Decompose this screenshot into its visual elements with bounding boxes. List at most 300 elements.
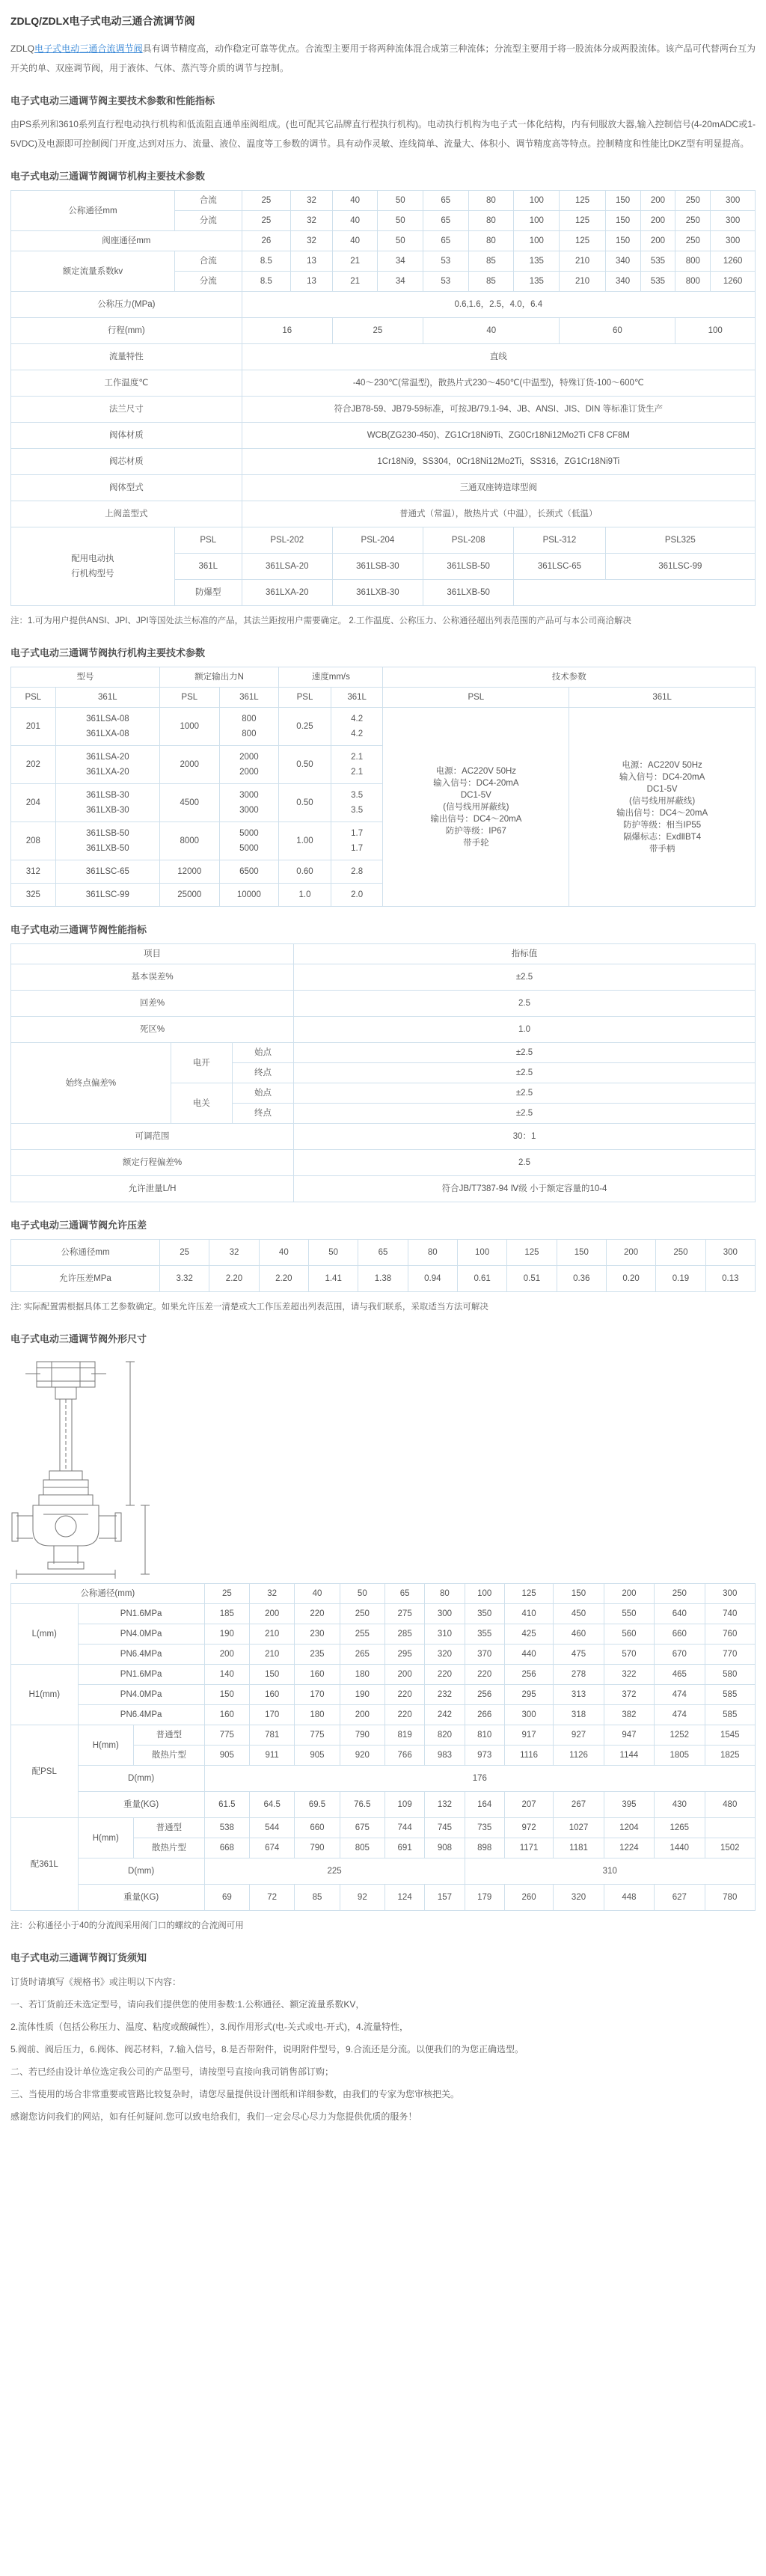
label-psl: PSL: [174, 527, 242, 554]
value-allowed-pressure-diff: 3.32: [160, 1266, 209, 1292]
label-pn16: PN1.6MPa: [78, 1665, 204, 1685]
label-fin-type: 散热片型: [134, 1746, 205, 1766]
value-H1-pn40: 170: [295, 1685, 340, 1705]
value-nominal-diameter-merge: 80: [468, 191, 514, 211]
value-H1-pn16: 256: [504, 1665, 554, 1685]
value-nominal-diameter-split: 100: [514, 211, 560, 231]
value-output-361l: 6500: [219, 860, 279, 884]
value-nominal-diameter: 250: [656, 1240, 705, 1266]
value-L-pn64: 235: [295, 1645, 340, 1665]
table-row: [11, 318, 756, 344]
value-H1-pn40: 295: [504, 1685, 554, 1705]
header-value: 指标值: [294, 944, 756, 964]
value-psl-code: 208: [11, 822, 56, 860]
value-explosion-model: 361LXB-50: [423, 580, 514, 606]
value-speed-361l: 2.1 2.1: [331, 746, 383, 784]
value-L-pn64: 770: [705, 1645, 756, 1665]
value-nominal-diameter: 40: [259, 1240, 308, 1266]
value-361l-weight: 157: [425, 1885, 465, 1911]
value-L-pn16: 220: [295, 1604, 340, 1624]
value-seat-diameter: 150: [605, 231, 640, 251]
table-row: [11, 1792, 756, 1818]
value-psl-weight: 64.5: [250, 1792, 295, 1818]
value-allowed-pressure-diff: 0.13: [705, 1266, 755, 1292]
header-tech-params: 技术参数: [383, 667, 756, 688]
value-361l-weight: 124: [384, 1885, 424, 1911]
header-361l: 361L: [55, 688, 159, 708]
value-H1-pn64: 585: [705, 1705, 756, 1725]
table-row: [11, 231, 756, 251]
intro-paragraph: [10, 39, 756, 78]
table-note-2: 注: 实际配置需根据具体工艺参数确定。如果允许压差一清楚或大工作压差超出列表范围，请与我们联系，采取适当方法可解决: [10, 1303, 488, 1312]
value-psl-model: PSL-204: [332, 527, 423, 554]
value-allowed-pressure-diff: 0.61: [457, 1266, 506, 1292]
value-allowed-pressure-diff: 1.41: [308, 1266, 358, 1292]
label-weight: 重量(KG): [78, 1885, 204, 1911]
value-psl-H-fin: 1126: [554, 1746, 604, 1766]
valve-drawing-box: [10, 1356, 205, 1580]
label-end-point: 终点: [232, 1063, 293, 1083]
label-L: L(mm): [11, 1604, 79, 1665]
value-361l-H-normal: 544: [250, 1818, 295, 1838]
label-D: D(mm): [78, 1766, 204, 1792]
value-allowed-pressure-diff: 0.20: [606, 1266, 655, 1292]
value-psl-weight: 164: [465, 1792, 504, 1818]
value-model-codes: 361LSC-99: [55, 884, 159, 907]
value-psl-H-fin: 1116: [504, 1746, 554, 1766]
value-H1-pn16: 160: [295, 1665, 340, 1685]
table-row: [11, 991, 756, 1017]
value-psl-weight: 480: [705, 1792, 756, 1818]
value-361l-weight: 320: [554, 1885, 604, 1911]
value-H1-pn64: 220: [384, 1705, 424, 1725]
label-merge: 合流: [174, 251, 242, 272]
header-361l: 361L: [331, 688, 383, 708]
value-nominal-diameter-split: 32: [291, 211, 333, 231]
valve-dimension-drawing: [10, 1356, 197, 1580]
value-H1-pn16: 580: [705, 1665, 756, 1685]
section-heading-actuator: 电子式电动三通调节阀执行机构主要技术参数: [10, 647, 206, 658]
value-L-pn64: 370: [465, 1645, 504, 1665]
label-performance-item: 死区%: [11, 1017, 294, 1043]
table-outline-dimensions: [10, 1583, 756, 1911]
label-group-psl: 配PSL: [11, 1725, 79, 1818]
value-361l-H-normal: 538: [204, 1818, 249, 1838]
value-361l-D-left: 225: [204, 1858, 465, 1885]
value-361l-weight: 448: [604, 1885, 654, 1911]
label-split: 分流: [174, 211, 242, 231]
value-kv-split: 21: [332, 272, 378, 292]
value-361l-weight: 92: [340, 1885, 384, 1911]
value-kv-merge: 21: [332, 251, 378, 272]
value-H1-pn64: 382: [604, 1705, 654, 1725]
section-heading-regulating-mechanism: 电子式电动三通调节阀调节机构主要技术参数: [10, 171, 206, 182]
value-361l-model: 361LSC-99: [605, 554, 755, 580]
value-361l-H-fin: 1502: [705, 1838, 756, 1858]
label-performance-item: 允许泄量L/H: [11, 1176, 294, 1202]
ordering-line: 一、若订货前还未选定型号，请向我们提供您的使用参数:1.公称通径、额定流量系数KV，: [10, 1999, 365, 2010]
table-row: [11, 1766, 756, 1792]
value-nominal-diameter-split: 65: [423, 211, 469, 231]
value-seat-diameter: 40: [332, 231, 378, 251]
value-361l-H-fin: 1171: [504, 1838, 554, 1858]
value-psl-H-normal: 775: [295, 1725, 340, 1746]
value-allowed-pressure-diff: 1.38: [358, 1266, 408, 1292]
value-361l-H-fin: 898: [465, 1838, 504, 1858]
value-kv-merge: 53: [423, 251, 469, 272]
value-L-pn40: 255: [340, 1624, 384, 1645]
value-nominal-diameter-merge: 25: [242, 191, 291, 211]
value-nominal-diameter: 32: [250, 1584, 295, 1604]
table-note-1: 注：1.可为用户提供ANSI、JPI、JPI等国处法兰标准的产品，其法兰距按用户需要确定。 2.工作温度、公称压力、公称通径超出列表范围的产品可与本公司商洽解决: [10, 617, 631, 625]
value-kv-merge: 535: [640, 251, 675, 272]
value-kv-split: 1260: [711, 272, 756, 292]
value-361l-H-normal: 735: [465, 1818, 504, 1838]
value-speed-361l: 2.8: [331, 860, 383, 884]
value-psl-H-normal: 917: [504, 1725, 554, 1746]
value-flow-characteristic: 直线: [242, 344, 755, 370]
value-psl-H-normal: 819: [384, 1725, 424, 1746]
value-psl-model: PSL-208: [423, 527, 514, 554]
label-electric-close: 电关: [171, 1083, 232, 1124]
label-performance-item: 额定行程偏差%: [11, 1150, 294, 1176]
value-nominal-diameter: 65: [358, 1240, 408, 1266]
label-stroke: 行程(mm): [11, 318, 242, 344]
value-nominal-diameter: 200: [606, 1240, 655, 1266]
table-performance: [10, 943, 756, 1202]
value-seat-diameter: 125: [560, 231, 605, 251]
value-nominal-diameter: 50: [340, 1584, 384, 1604]
value-explosion-model: 361LXA-20: [242, 580, 332, 606]
table-row: [11, 1043, 756, 1063]
value-nominal-diameter: 100: [457, 1240, 506, 1266]
value-nominal-diameter: 300: [705, 1240, 755, 1266]
ordering-line: 感谢您访问我们的网站，如有任何疑问.您可以致电给我们，我们一定会尽心尽力为您提供优质的服务！: [10, 2111, 417, 2122]
label-performance-item: 回差%: [11, 991, 294, 1017]
table-row: [11, 251, 756, 272]
label-performance-item: 可调范围: [11, 1124, 294, 1150]
value-361l-model: 361LSA-20: [242, 554, 332, 580]
value-nominal-diameter-split: 250: [675, 211, 711, 231]
value-H1-pn16: 180: [340, 1665, 384, 1685]
value-seat-diameter: 80: [468, 231, 514, 251]
value-flange-size: 符合JB78-59、JB79-59标准，可按JB/79.1-94、JB、ANSI、JIS、DIN 等标准订货生产: [242, 397, 755, 423]
label-pn64: PN6.4MPa: [78, 1645, 204, 1665]
value-body-material: WCB(ZG230-450)、ZG1Cr18Ni9Ti、ZG0Cr18Ni12Mo2Ti CF8 CF8M: [242, 423, 755, 449]
label-361l: 361L: [174, 554, 242, 580]
value-open-end: ±2.5: [294, 1063, 756, 1083]
label-split: 分流: [174, 272, 242, 292]
table-row: [11, 1705, 756, 1725]
value-allowed-pressure-diff: 2.20: [209, 1266, 259, 1292]
value-nominal-diameter: 125: [507, 1240, 557, 1266]
value-output-psl: 1000: [159, 708, 219, 746]
header-psl: PSL: [383, 688, 569, 708]
value-psl-H-fin: 911: [250, 1746, 295, 1766]
value-performance: 1.0: [294, 1017, 756, 1043]
value-H1-pn64: 170: [250, 1705, 295, 1725]
value-361l-H-normal: 675: [340, 1818, 384, 1838]
value-nominal-diameter-split: 80: [468, 211, 514, 231]
section1-paragraph: 由PS系列和3610系列直行程电动执行机构和低流阻直通单座阀组成。(也可配其它品牌直行程执行机构)。电动执行机构为电子式一体化结构，内有伺服放大器,输入控制信号(4-20mADC或1-5VDC)及电源即可控制阀门开度,达到对压力、流量、液位、温度等工参数的调节。具有动作灵敏、连线简单、流量大、体积小、调节精度高等特点。控制精度和性能比DKZ型有明显提高。: [10, 119, 756, 149]
value-361l-H-normal: 1027: [554, 1818, 604, 1838]
value-kv-split: 340: [605, 272, 640, 292]
value-kv-merge: 85: [468, 251, 514, 272]
header-psl: PSL: [279, 688, 331, 708]
value-tech-psl: 电源：AC220V 50Hz 输入信号：DC4-20mA DC1-5V (信号线用屏蔽线) 输出信号：DC4～20mA 防护等级：IP67 带手轮: [383, 708, 569, 907]
value-H1-pn16: 150: [250, 1665, 295, 1685]
value-nominal-diameter: 100: [465, 1584, 504, 1604]
value-361l-H-fin: 674: [250, 1838, 295, 1858]
value-output-361l: 5000 5000: [219, 822, 279, 860]
value-H1-pn40: 232: [425, 1685, 465, 1705]
value-L-pn64: 295: [384, 1645, 424, 1665]
label-nominal-diameter: 公称通径mm: [11, 1240, 160, 1266]
value-361l-H-normal: 745: [425, 1818, 465, 1838]
value-psl-H-fin: 1805: [655, 1746, 705, 1766]
table-row: [11, 1240, 756, 1266]
table-row: [11, 475, 756, 501]
value-kv-split: 34: [378, 272, 423, 292]
value-H1-pn16: 200: [384, 1665, 424, 1685]
value-nominal-diameter: 80: [425, 1584, 465, 1604]
value-psl-weight: 207: [504, 1792, 554, 1818]
value-361l-H-fin: 790: [295, 1838, 340, 1858]
value-bonnet-type: 普通式（常温），散热片式（中温），长颈式（低温）: [242, 501, 755, 527]
label-pn16: PN1.6MPa: [78, 1604, 204, 1624]
value-361l-model: 361LSB-50: [423, 554, 514, 580]
label-core-material: 阀芯材质: [11, 449, 242, 475]
value-seat-diameter: 26: [242, 231, 291, 251]
table-row: [11, 964, 756, 991]
header-item: 项目: [11, 944, 294, 964]
value-H1-pn64: 266: [465, 1705, 504, 1725]
label-flange-size: 法兰尺寸: [11, 397, 242, 423]
value-361l-H-fin: 908: [425, 1838, 465, 1858]
value-L-pn16: 250: [340, 1604, 384, 1624]
label-working-temperature: 工作温度℃: [11, 370, 242, 397]
label-pn64: PN6.4MPa: [78, 1705, 204, 1725]
value-L-pn64: 670: [655, 1645, 705, 1665]
value-nominal-diameter-merge: 200: [640, 191, 675, 211]
value-speed-361l: 1.7 1.7: [331, 822, 383, 860]
value-H1-pn64: 180: [295, 1705, 340, 1725]
table-row: [11, 191, 756, 211]
ordering-line: 订货时请填写《规格书》或注明以下内容：: [10, 1977, 182, 1987]
value-361l-weight: 179: [465, 1885, 504, 1911]
table-row: [11, 1818, 756, 1838]
value-361l-H-normal: 1204: [604, 1818, 654, 1838]
value-psl-weight: 61.5: [204, 1792, 249, 1818]
value-nominal-diameter: 200: [604, 1584, 654, 1604]
value-nominal-diameter-merge: 125: [560, 191, 605, 211]
value-seat-diameter: 300: [711, 231, 756, 251]
value-nominal-diameter: 40: [295, 1584, 340, 1604]
value-nominal-diameter: 50: [308, 1240, 358, 1266]
label-H1: H1(mm): [11, 1665, 79, 1725]
value-psl-H-fin: 1825: [705, 1746, 756, 1766]
value-psl-model: PSL-312: [514, 527, 605, 554]
value-H1-pn64: 200: [340, 1705, 384, 1725]
table-row: [11, 1266, 756, 1292]
value-H1-pn16: 465: [655, 1665, 705, 1685]
value-nominal-pressure: 0.6,1.6，2.5，4.0，6.4: [242, 292, 755, 318]
value-allowed-pressure-diff: 2.20: [259, 1266, 308, 1292]
header-speed: 速度mm/s: [279, 667, 383, 688]
value-nominal-diameter: 80: [408, 1240, 457, 1266]
value-361l-H-fin: 1181: [554, 1838, 604, 1858]
value-L-pn16: 185: [204, 1604, 249, 1624]
value-L-pn16: 410: [504, 1604, 554, 1624]
value-H1-pn64: 318: [554, 1705, 604, 1725]
value-361l-D-right: 310: [465, 1858, 755, 1885]
section-heading-ordering: 电子式电动三通调节阀订货须知: [10, 1952, 147, 1963]
value-361l-weight: 780: [705, 1885, 756, 1911]
value-psl-weight: 267: [554, 1792, 604, 1818]
ordering-line: 5.阀前、阀后压力，6.阀体、阀芯材料，7.输入信号，8.是否带附件，说明附件型号，9.合流还是分流。以便我们的为您正确选型。: [10, 2044, 524, 2055]
table-note-3: 注：公称通径小于40的分流阀采用阀门口的螺纹的合流阀可用: [10, 1921, 244, 1930]
value-nominal-diameter: 150: [554, 1584, 604, 1604]
label-normal-type: 普通型: [134, 1725, 205, 1746]
table-row: [11, 423, 756, 449]
value-H1-pn64: 242: [425, 1705, 465, 1725]
table-row: [11, 1176, 756, 1202]
header-psl: PSL: [11, 688, 56, 708]
value-output-361l: 2000 2000: [219, 746, 279, 784]
value-H1-pn16: 220: [425, 1665, 465, 1685]
label-fin-type: 散热片型: [134, 1838, 205, 1858]
value-speed-psl: 1.0: [279, 884, 331, 907]
label-merge: 合流: [174, 191, 242, 211]
value-allowed-pressure-diff: 0.36: [557, 1266, 606, 1292]
value-kv-merge: 135: [514, 251, 560, 272]
value-kv-split: 800: [675, 272, 711, 292]
value-L-pn16: 275: [384, 1604, 424, 1624]
label-body-type: 阀体型式: [11, 475, 242, 501]
value-psl-H-normal: 810: [465, 1725, 504, 1746]
value-psl-code: 202: [11, 746, 56, 784]
value-nominal-diameter: 150: [557, 1240, 606, 1266]
value-H1-pn16: 220: [465, 1665, 504, 1685]
value-psl-D: 176: [204, 1766, 755, 1792]
value-L-pn40: 660: [655, 1624, 705, 1645]
value-nominal-diameter-split: 40: [332, 211, 378, 231]
value-361l-H-normal: 744: [384, 1818, 424, 1838]
value-seat-diameter: 32: [291, 231, 333, 251]
value-psl-weight: 132: [425, 1792, 465, 1818]
value-361l-H-fin: 805: [340, 1838, 384, 1858]
value-kv-merge: 210: [560, 251, 605, 272]
table-regulating-mechanism: [10, 190, 756, 606]
value-psl-H-fin: 1144: [604, 1746, 654, 1766]
value-361l-weight: 69: [204, 1885, 249, 1911]
value-361l-weight: 85: [295, 1885, 340, 1911]
value-361l-model: 361LSB-30: [332, 554, 423, 580]
label-D: D(mm): [78, 1858, 204, 1885]
value-psl-H-normal: 781: [250, 1725, 295, 1746]
label-end-point: 终点: [232, 1104, 293, 1124]
header-361l: 361L: [569, 688, 756, 708]
label-start-point: 始点: [232, 1083, 293, 1104]
value-nominal-diameter-split: 125: [560, 211, 605, 231]
table-row: [11, 1604, 756, 1624]
section-heading-dimensions: 电子式电动三通调节阀外形尺寸: [10, 1333, 147, 1344]
table-row: [11, 1150, 756, 1176]
value-output-psl: 25000: [159, 884, 219, 907]
value-explosion-model: 361LXB-30: [332, 580, 423, 606]
value-stroke: 60: [560, 318, 675, 344]
table-row: [11, 397, 756, 423]
value-L-pn40: 355: [465, 1624, 504, 1645]
value-speed-psl: 0.25: [279, 708, 331, 746]
value-kv-merge: 800: [675, 251, 711, 272]
table-row: [11, 370, 756, 397]
value-psl-H-fin: 973: [465, 1746, 504, 1766]
label-weight: 重量(KG): [78, 1792, 204, 1818]
value-361l-H-fin: 668: [204, 1838, 249, 1858]
value-L-pn64: 320: [425, 1645, 465, 1665]
value-L-pn64: 210: [250, 1645, 295, 1665]
value-nominal-diameter: 300: [705, 1584, 756, 1604]
label-actuator-model: 配用电动执 行机构型号: [11, 527, 175, 606]
value-nominal-diameter: 25: [204, 1584, 249, 1604]
table-row: [11, 1645, 756, 1665]
value-361l-H-fin: 1224: [604, 1838, 654, 1858]
label-kv: 额定流量系数kv: [11, 251, 175, 292]
value-stroke: 100: [675, 318, 756, 344]
label-normal-type: 普通型: [134, 1818, 205, 1838]
value-L-pn64: 475: [554, 1645, 604, 1665]
value-output-psl: 12000: [159, 860, 219, 884]
label-performance-item: 基本误差%: [11, 964, 294, 991]
value-explosion-empty: [514, 580, 756, 606]
ordering-line: 二、若已经由设计单位选定我公司的产品型号，请按型号直接向我司销售部订购；: [10, 2066, 334, 2077]
value-performance: 2.5: [294, 991, 756, 1017]
label-endpoint-deviation: 始终点偏差%: [11, 1043, 171, 1124]
value-kv-merge: 34: [378, 251, 423, 272]
value-H1-pn40: 372: [604, 1685, 654, 1705]
table-row: [11, 1584, 756, 1604]
valve-drawing-figure: [10, 1356, 756, 1580]
value-output-psl: 8000: [159, 822, 219, 860]
header-rated-output: 额定输出力N: [159, 667, 278, 688]
value-psl-H-fin: 905: [204, 1746, 249, 1766]
intro-suffix: 具有调节精度高，动作稳定可靠等优点。合流型主要用于将两种流体混合成第三种流体；分流型主要用于将一股流体分成两股流体。该产品可代替两台互为开关的单、双座调节阀，用于液体、气体、蒸汽等介质的调节与控制。: [10, 43, 756, 73]
value-nominal-diameter: 25: [160, 1240, 209, 1266]
value-speed-psl: 0.60: [279, 860, 331, 884]
table-row: [11, 1885, 756, 1911]
value-361l-H-normal: 1265: [655, 1818, 705, 1838]
value-L-pn40: 460: [554, 1624, 604, 1645]
value-L-pn16: 640: [655, 1604, 705, 1624]
value-kv-split: 210: [560, 272, 605, 292]
label-group-361l: 配361L: [11, 1818, 79, 1911]
label-allowed-pressure-diff: 允许压差MPa: [11, 1266, 160, 1292]
value-nominal-diameter-split: 25: [242, 211, 291, 231]
value-H1-pn40: 313: [554, 1685, 604, 1705]
value-stroke: 16: [242, 318, 332, 344]
value-L-pn64: 200: [204, 1645, 249, 1665]
value-output-361l: 800 800: [219, 708, 279, 746]
value-kv-merge: 340: [605, 251, 640, 272]
value-psl-code: 312: [11, 860, 56, 884]
label-body-material: 阀体材质: [11, 423, 242, 449]
product-inline-link[interactable]: 电子式电动三通合流调节阀: [34, 43, 143, 54]
label-pn40: PN4.0MPa: [78, 1624, 204, 1645]
ordering-line: 三、当使用的场合非常重要或管路比较复杂时，请您尽量提供设计图纸和详细参数，由我们的专家为您审核把关。: [10, 2089, 460, 2099]
value-psl-weight: 76.5: [340, 1792, 384, 1818]
value-L-pn40: 210: [250, 1624, 295, 1645]
